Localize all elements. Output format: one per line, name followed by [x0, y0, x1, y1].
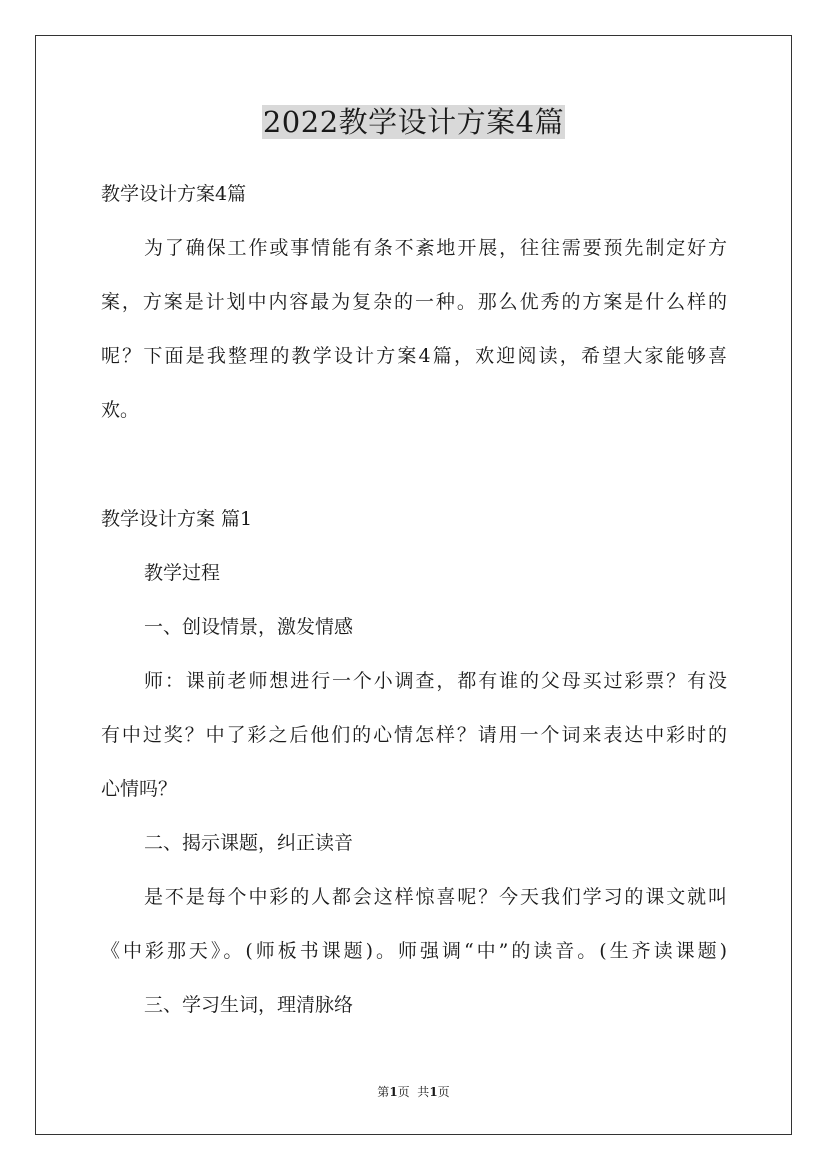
intro-line-2: 案，方案是计划中内容最为复杂的一种。那么优秀的方案是什么样的: [101, 291, 727, 313]
document-subtitle: 教学设计方案4篇: [101, 183, 247, 205]
step1-line-2: 有中过奖？中了彩之后他们的心情怎样？请用一个词来表达中彩时的: [101, 724, 727, 746]
footer-page-number: 1: [389, 1085, 398, 1099]
document-title: [0, 102, 827, 142]
section-heading: 教学设计方案 篇1: [101, 508, 253, 530]
footer-page-mid: 页 共: [397, 1085, 430, 1099]
document-title-text: 2022教学设计方案4篇: [262, 105, 565, 139]
intro-line-4: 欢。: [101, 399, 140, 421]
page-footer: [0, 1084, 827, 1100]
step1-line-1: 师：课前老师想进行一个小调查，都有谁的父母买过彩票？有没: [144, 670, 727, 692]
step1-line-3: 心情吗？: [101, 778, 178, 800]
footer-page-total: 1: [429, 1085, 438, 1099]
intro-line-3: 呢？下面是我整理的教学设计方案4篇，欢迎阅读，希望大家能够喜: [101, 345, 727, 367]
intro-line-1: 为了确保工作或事情能有条不紊地开展，往往需要预先制定好方: [144, 237, 727, 259]
footer-page-suffix: 页: [437, 1085, 450, 1099]
step2-line-1: 是不是每个中彩的人都会这样惊喜呢？今天我们学习的课文就叫: [144, 886, 727, 908]
step2-heading: 二、揭示课题，纠正读音: [144, 832, 354, 854]
step3-heading: 三、学习生词，理清脉络: [144, 994, 354, 1016]
footer-page-prefix: 第: [377, 1085, 390, 1099]
step1-heading: 一、创设情景，激发情感: [144, 616, 354, 638]
process-heading: 教学过程: [144, 562, 221, 584]
step2-line-2: 《中彩那天》。(师板书课题)。师强调“中”的读音。(生齐读课题): [101, 940, 727, 962]
